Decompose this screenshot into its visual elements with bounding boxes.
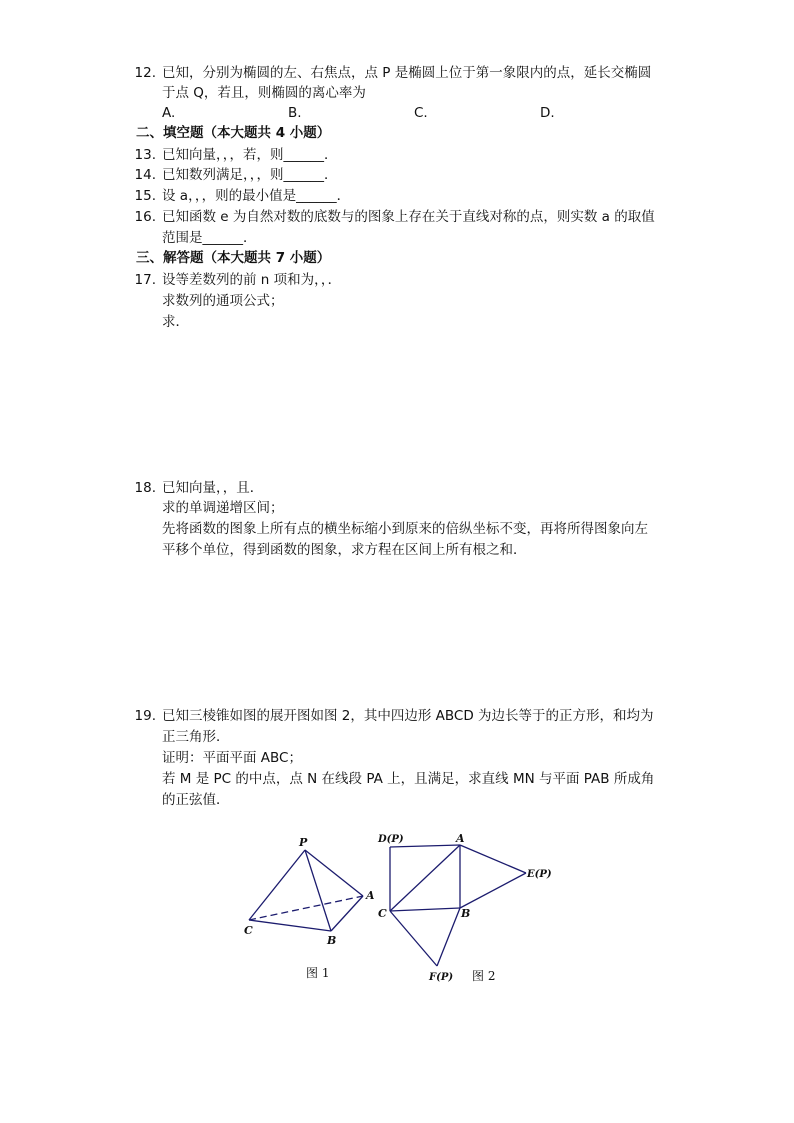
section-answer-title: 三、解答题 xyxy=(136,250,204,266)
fig2-edge-cf xyxy=(390,911,437,966)
fig2-label-d: D(P) xyxy=(378,834,404,845)
fig2-edge-fb xyxy=(437,908,460,966)
q18-text-1: 已知向量，，且． xyxy=(162,480,264,496)
q12-text-1: 已知，分别为椭圆的左、右焦点，点 P 是椭圆上位于第一象限内的点，延长交椭圆 xyxy=(162,65,652,81)
section-answer-note: （本大题共 7 小题） xyxy=(203,250,331,266)
q15-number: 15. xyxy=(134,188,156,204)
fig2-edge-da xyxy=(390,845,460,847)
q14-number: 14. xyxy=(134,167,156,183)
section-fill-blank-title: 二、填空题 xyxy=(136,125,204,141)
q19-text-2: 正三角形． xyxy=(162,729,230,745)
q12-option-c: C. xyxy=(414,105,428,121)
fig2-edge-ae xyxy=(460,845,526,873)
q19-text-3: 证明：平面平面 ABC； xyxy=(162,750,302,766)
q18-text-3: 先将函数的图象上所有点的横坐标缩小到原来的倍纵坐标不变，再将所得图象向左 xyxy=(162,521,648,537)
q16-number: 16. xyxy=(134,209,156,225)
fig1-label-c: C xyxy=(244,924,253,937)
q15-text: 设 a，，，则的最小值是______． xyxy=(162,188,351,204)
fig2-label-a: A xyxy=(456,832,465,845)
fig1-edge-pb xyxy=(305,850,331,931)
section-fill-blank-note: （本大题共 4 小题） xyxy=(203,125,331,141)
q12-option-b: B. xyxy=(288,105,302,121)
q17-text-1: 设等差数列的前 n 项和为，，． xyxy=(162,272,342,288)
q18-number: 18. xyxy=(134,480,156,496)
fig2-label-f: F(P) xyxy=(429,972,454,983)
fig1-label-p: P xyxy=(299,836,308,849)
q19-number: 19. xyxy=(134,708,156,724)
fig2-label-c: C xyxy=(378,907,387,920)
fig1-caption: 图 1 xyxy=(306,966,330,980)
q17-number: 17. xyxy=(134,272,156,288)
fig1-label-b: B xyxy=(327,934,337,947)
q16-text-1: 已知函数 e 为自然对数的底数与的图象上存在关于直线对称的点，则实数 a 的取值 xyxy=(162,209,655,225)
q17-text-2: 求数列的通项公式； xyxy=(162,293,284,309)
q12-option-a: A. xyxy=(162,105,176,121)
q13-text: 已知向量，，，若，则______． xyxy=(162,147,338,163)
fig1-edge-pa xyxy=(305,850,363,896)
q18-text-2: 求的单调递增区间； xyxy=(162,500,284,516)
q19-text-4: 若 M 是 PC 的中点，点 N 在线段 PA 上，且满足，求直线 MN 与平面 PAB 所成角 xyxy=(162,771,655,787)
q18-text-4: 平移个单位，得到函数的图象，求方程在区间上所有根之和． xyxy=(162,542,527,558)
q19-text-1: 已知三棱锥如图的展开图如图 2，其中四边形 ABCD 为边长等于的正方形，和均为 xyxy=(162,708,654,724)
fig2-edge-cb xyxy=(390,908,460,911)
fig2-edge-ca xyxy=(390,845,460,911)
q17-text-3: 求． xyxy=(162,314,189,330)
q19-text-5: 的正弦值． xyxy=(162,792,230,808)
q16-text-2: 范围是______． xyxy=(162,230,257,246)
fig1-edge-cb xyxy=(249,920,331,931)
q14-text: 已知数列满足，，，则______． xyxy=(162,167,338,183)
fig2-edge-eb xyxy=(460,873,526,908)
q13-number: 13. xyxy=(134,147,156,163)
q12-option-d: D. xyxy=(540,105,555,121)
fig2-label-e: E(P) xyxy=(527,869,552,880)
fig2-caption: 图 2 xyxy=(472,969,496,983)
q12-number: 12. xyxy=(134,65,156,81)
q12-text-2: 于点 Q，若且，则椭圆的离心率为 xyxy=(162,85,366,101)
fig1-label-a: A xyxy=(366,889,375,902)
fig2-label-b: B xyxy=(461,907,471,920)
